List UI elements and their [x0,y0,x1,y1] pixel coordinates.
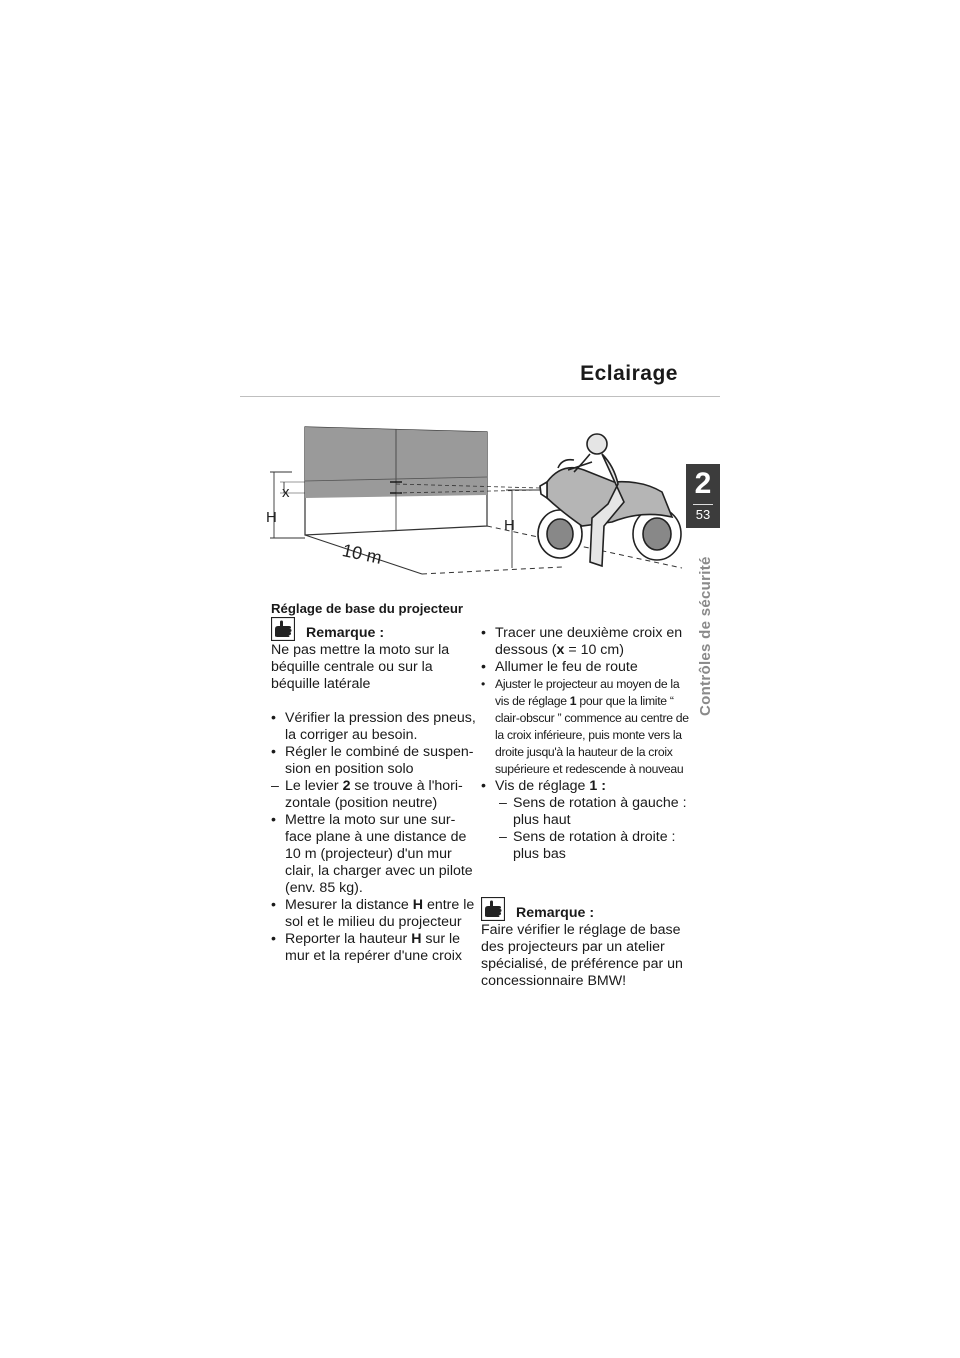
chapter-number: 2 [694,467,712,500]
note-title: Remarque : [306,625,385,641]
label-distance: 10 m [340,540,384,568]
sub-list-item: – Sens de rotation à gauche : plus haut [499,795,687,828]
list-item: – Le levier 2 se trouve à l'hori-zontale (position neutre) [271,778,463,811]
list-item: • Reporter la hauteur H sur le mur et la repérer d'une croix [271,931,462,964]
motorcycle-with-rider [538,434,681,566]
list-item: • Vis de réglage 1 : [481,778,606,794]
list-item: • Mettre la moto sur une sur-face plane à une distance de 10 m (projecteur) d'un mur clair, la charger avec un pilote (env. 85 kg). [271,812,473,896]
header-divider [240,396,720,397]
section-title: Réglage de base du projecteur [271,601,464,616]
right-column [481,625,691,990]
label-x: x [282,484,290,501]
note-hand-icon [271,617,295,641]
note-title: Remarque : [516,905,595,921]
list-item: • Ajuster le projecteur au moyen de la vis de réglage 1 pour que la limite “ clair-obscur ” commence au centre de la croix inférieure, puis monte vers la droite jusqu'à la hauteur de la croix supérieure et redescende à nouveau [481,677,689,776]
headlight-adjustment-illustration [262,422,700,582]
left-column [271,600,481,965]
note-header [481,897,691,921]
label-h-right: H [504,517,515,534]
page-number: 53 [695,507,711,522]
note-text: Faire vérifier le réglage de base des projecteurs par un atelier spécialisé, de préférence par un concessionnaire BMW! [481,922,683,989]
note-text: Ne pas mettre la moto sur la béquille centrale ou sur la béquille latérale [271,642,450,692]
list-item: • Mesurer la distance H entre le sol et le milieu du projecteur [271,897,475,930]
floor-line-front [422,567,562,574]
sub-list-item: – Sens de rotation à droite : plus bas [499,829,676,862]
label-h-left: H [266,509,277,526]
list-item: • Tracer une deuxième croix en dessous (x = 10 cm) [481,625,683,658]
list-item: • Régler le combiné de suspen-sion en position solo [271,744,474,777]
list-item: • Vérifier la pression des pneus, la corriger au besoin. [271,710,476,743]
list-item: • Allumer le feu de route [481,659,638,675]
note-header [271,617,481,641]
chapter-side-label: Contrôles de sécurité [697,556,714,716]
page-title: Eclairage [580,362,678,385]
note-hand-icon [481,897,505,921]
